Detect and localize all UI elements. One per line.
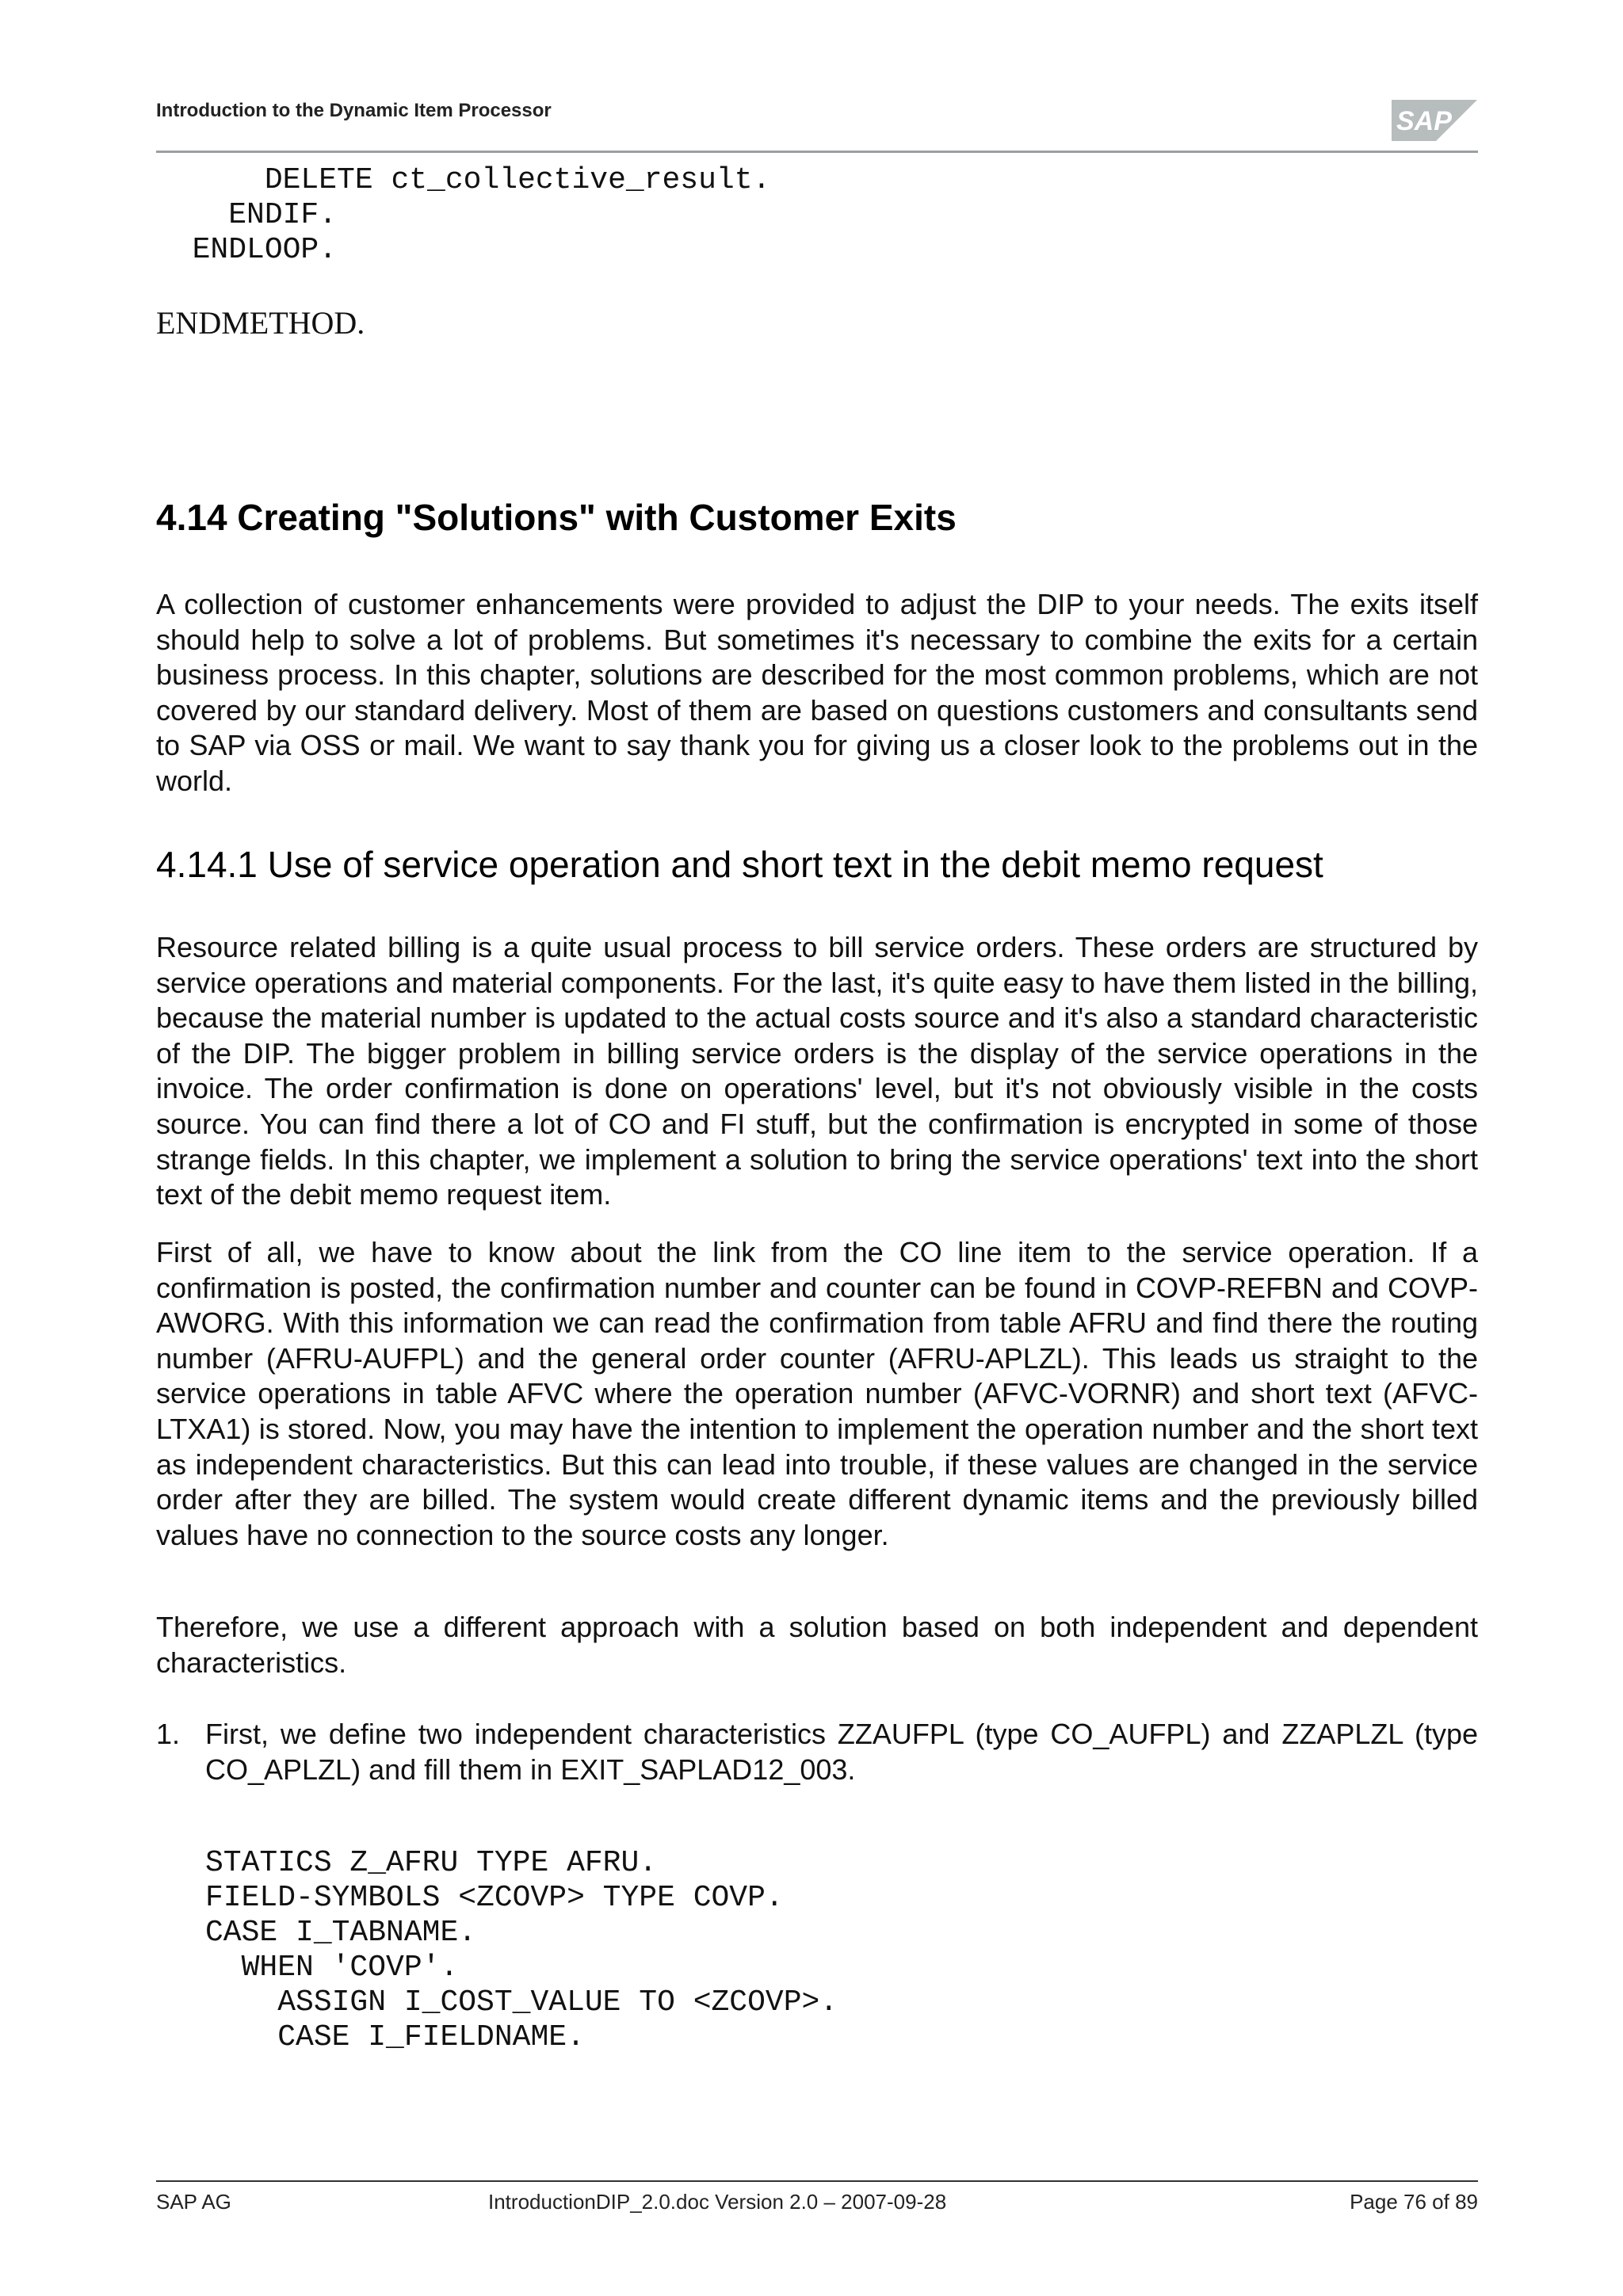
code-block-end-of-method: DELETE ct_collective_result. ENDIF. ENDLOOP. — [192, 163, 771, 267]
section-intro-paragraph: A collection of customer enhancements were provided to adjust the DIP to your needs. The exits itself should help to solve a lot of problems. But sometimes it's necessary to combine the exits for a certain business process. In this chapter, solutions are described for the most common problems, which are not covered by our standard delivery. Most of them are based on questions customers and consultants send to SAP via OSS or mail. We want to say thank you for giving us a closer look to the problems out in the world. — [156, 588, 1478, 797]
list-item-number: 1. — [156, 1718, 181, 1750]
subsection-heading: 4.14.1 Use of service operation and short text in the debit memo request — [156, 844, 1323, 885]
running-header-title: Introduction to the Dynamic Item Processor — [156, 100, 552, 121]
footer-document-version: IntroductionDIP_2.0.doc Version 2.0 – 2007-09-28 — [488, 2190, 947, 2214]
list-item-text: First, we define two independent characteristics ZZAUFPL (type CO_AUFPL) and ZZAPLZL (type CO_APLZL) and fill them in EXIT_SAPLAD12_003. — [205, 1718, 1478, 1786]
code-block-exit-implementation: STATICS Z_AFRU TYPE AFRU. FIELD-SYMBOLS <ZCOVP> TYPE COVP. CASE I_TABNAME. WHEN 'COVP'. ASSIGN I_COST_VALUE TO <ZCOVP>. CASE I_FIELDNAME. — [205, 1846, 838, 2054]
header-divider — [156, 151, 1478, 153]
section-heading: 4.14 Creating "Solutions" with Customer Exits — [156, 497, 957, 538]
paragraph-resource-billing: Resource related billing is a quite usual process to bill service orders. These orders are structured by service operations and material components. For the last, it's quite easy to have them listed in the billing, because the material number is updated to the actual costs source and it's also a standard characteristic of the DIP. The bigger problem in billing service orders is the display of the service operations in the invoice. The order confirmation is done on operations' level, but it's not obviously visible in the costs source. You can find there a lot of CO and FI stuff, but the confirmation is encrypted in some of those strange fields. In this chapter, we implement a solution to bring the service operations' text into the short text of the debit memo request item. — [156, 931, 1478, 1211]
paragraph-approach: Therefore, we use a different approach with a solution based on both independent and dependent characteristics. — [156, 1611, 1478, 1679]
paragraph-co-line-item-link: First of all, we have to know about the link from the CO line item to the service operation. If a confirmation is posted, the confirmation number and counter can be found in COVP-REFBN and COVP-AWORG. With this information we can read the confirmation from table AFRU and find there the routing number (AFRU-AUFPL) and the general order counter (AFRU-APLZL). This leads us straight to the service operations in table AFVC where the operation number (AFVC-VORNR) and short text (AFVC-LTXA1) is stored. Now, you may have the intention to implement the operation number and the short text as independent characteristics. But this can lead into trouble, if these values are changed in the service order after they are billed. The system would create different dynamic items and the previously billed values have no connection to the source costs any longer. — [156, 1236, 1478, 1551]
sap-logo-icon — [1392, 100, 1477, 141]
sap-logo-text: SAP — [1396, 106, 1452, 136]
footer-divider — [156, 2180, 1478, 2182]
footer-company: SAP AG — [156, 2190, 231, 2214]
endmethod-statement: ENDMETHOD. — [156, 305, 365, 341]
footer-page-number: Page 76 of 89 — [1350, 2190, 1478, 2214]
